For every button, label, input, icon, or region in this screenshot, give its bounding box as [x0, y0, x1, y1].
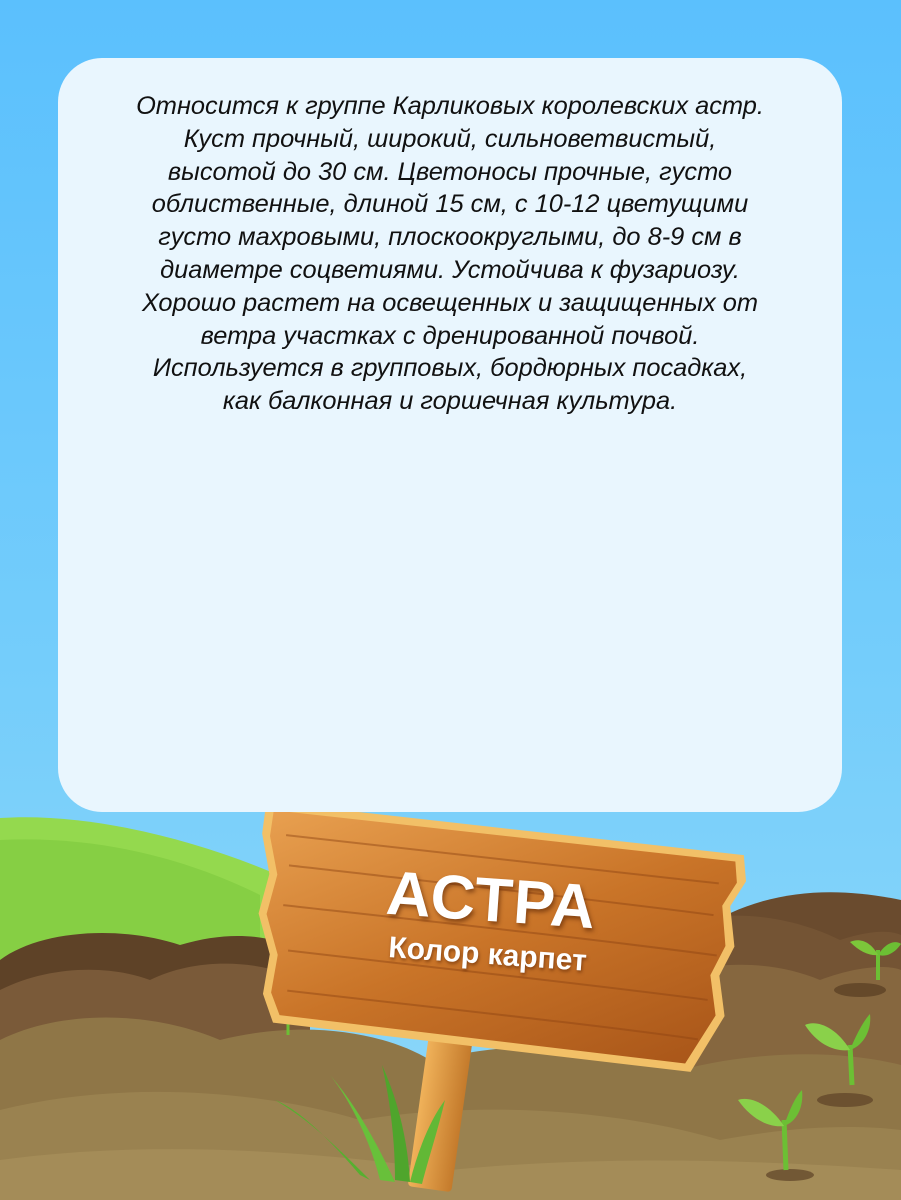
description-line: Куст прочный, широкий, сильноветвистый,: [183, 124, 717, 153]
description-line: облиственные, длиной 15 см, с 10-12 цветущими: [151, 190, 749, 219]
sign-title: АСТРА: [384, 858, 599, 943]
description-line: диаметре соцветиями. Устойчива к фузариозу.: [160, 255, 740, 284]
description-card: [58, 58, 842, 812]
description-line: как балконная и горшечная культура.: [222, 387, 678, 416]
description-line: Используется в групповых, бордюрных посадках,: [152, 354, 748, 383]
sign-subtitle: Колор карпет: [387, 931, 588, 978]
description-line: Хорошо растет на освещенных и защищенных от: [142, 288, 758, 317]
description-line: густо махровыми, плоскоокруглыми, до 8-9 см в: [158, 223, 742, 252]
description-line: высотой до 30 см. Цветоносы прочные, густо: [167, 157, 733, 186]
description-line: ветра участках с дренированной почвой.: [200, 321, 700, 350]
description-text: [88, 90, 812, 418]
description-line: Относится к группе Карликовых королевских астр.: [136, 92, 764, 120]
